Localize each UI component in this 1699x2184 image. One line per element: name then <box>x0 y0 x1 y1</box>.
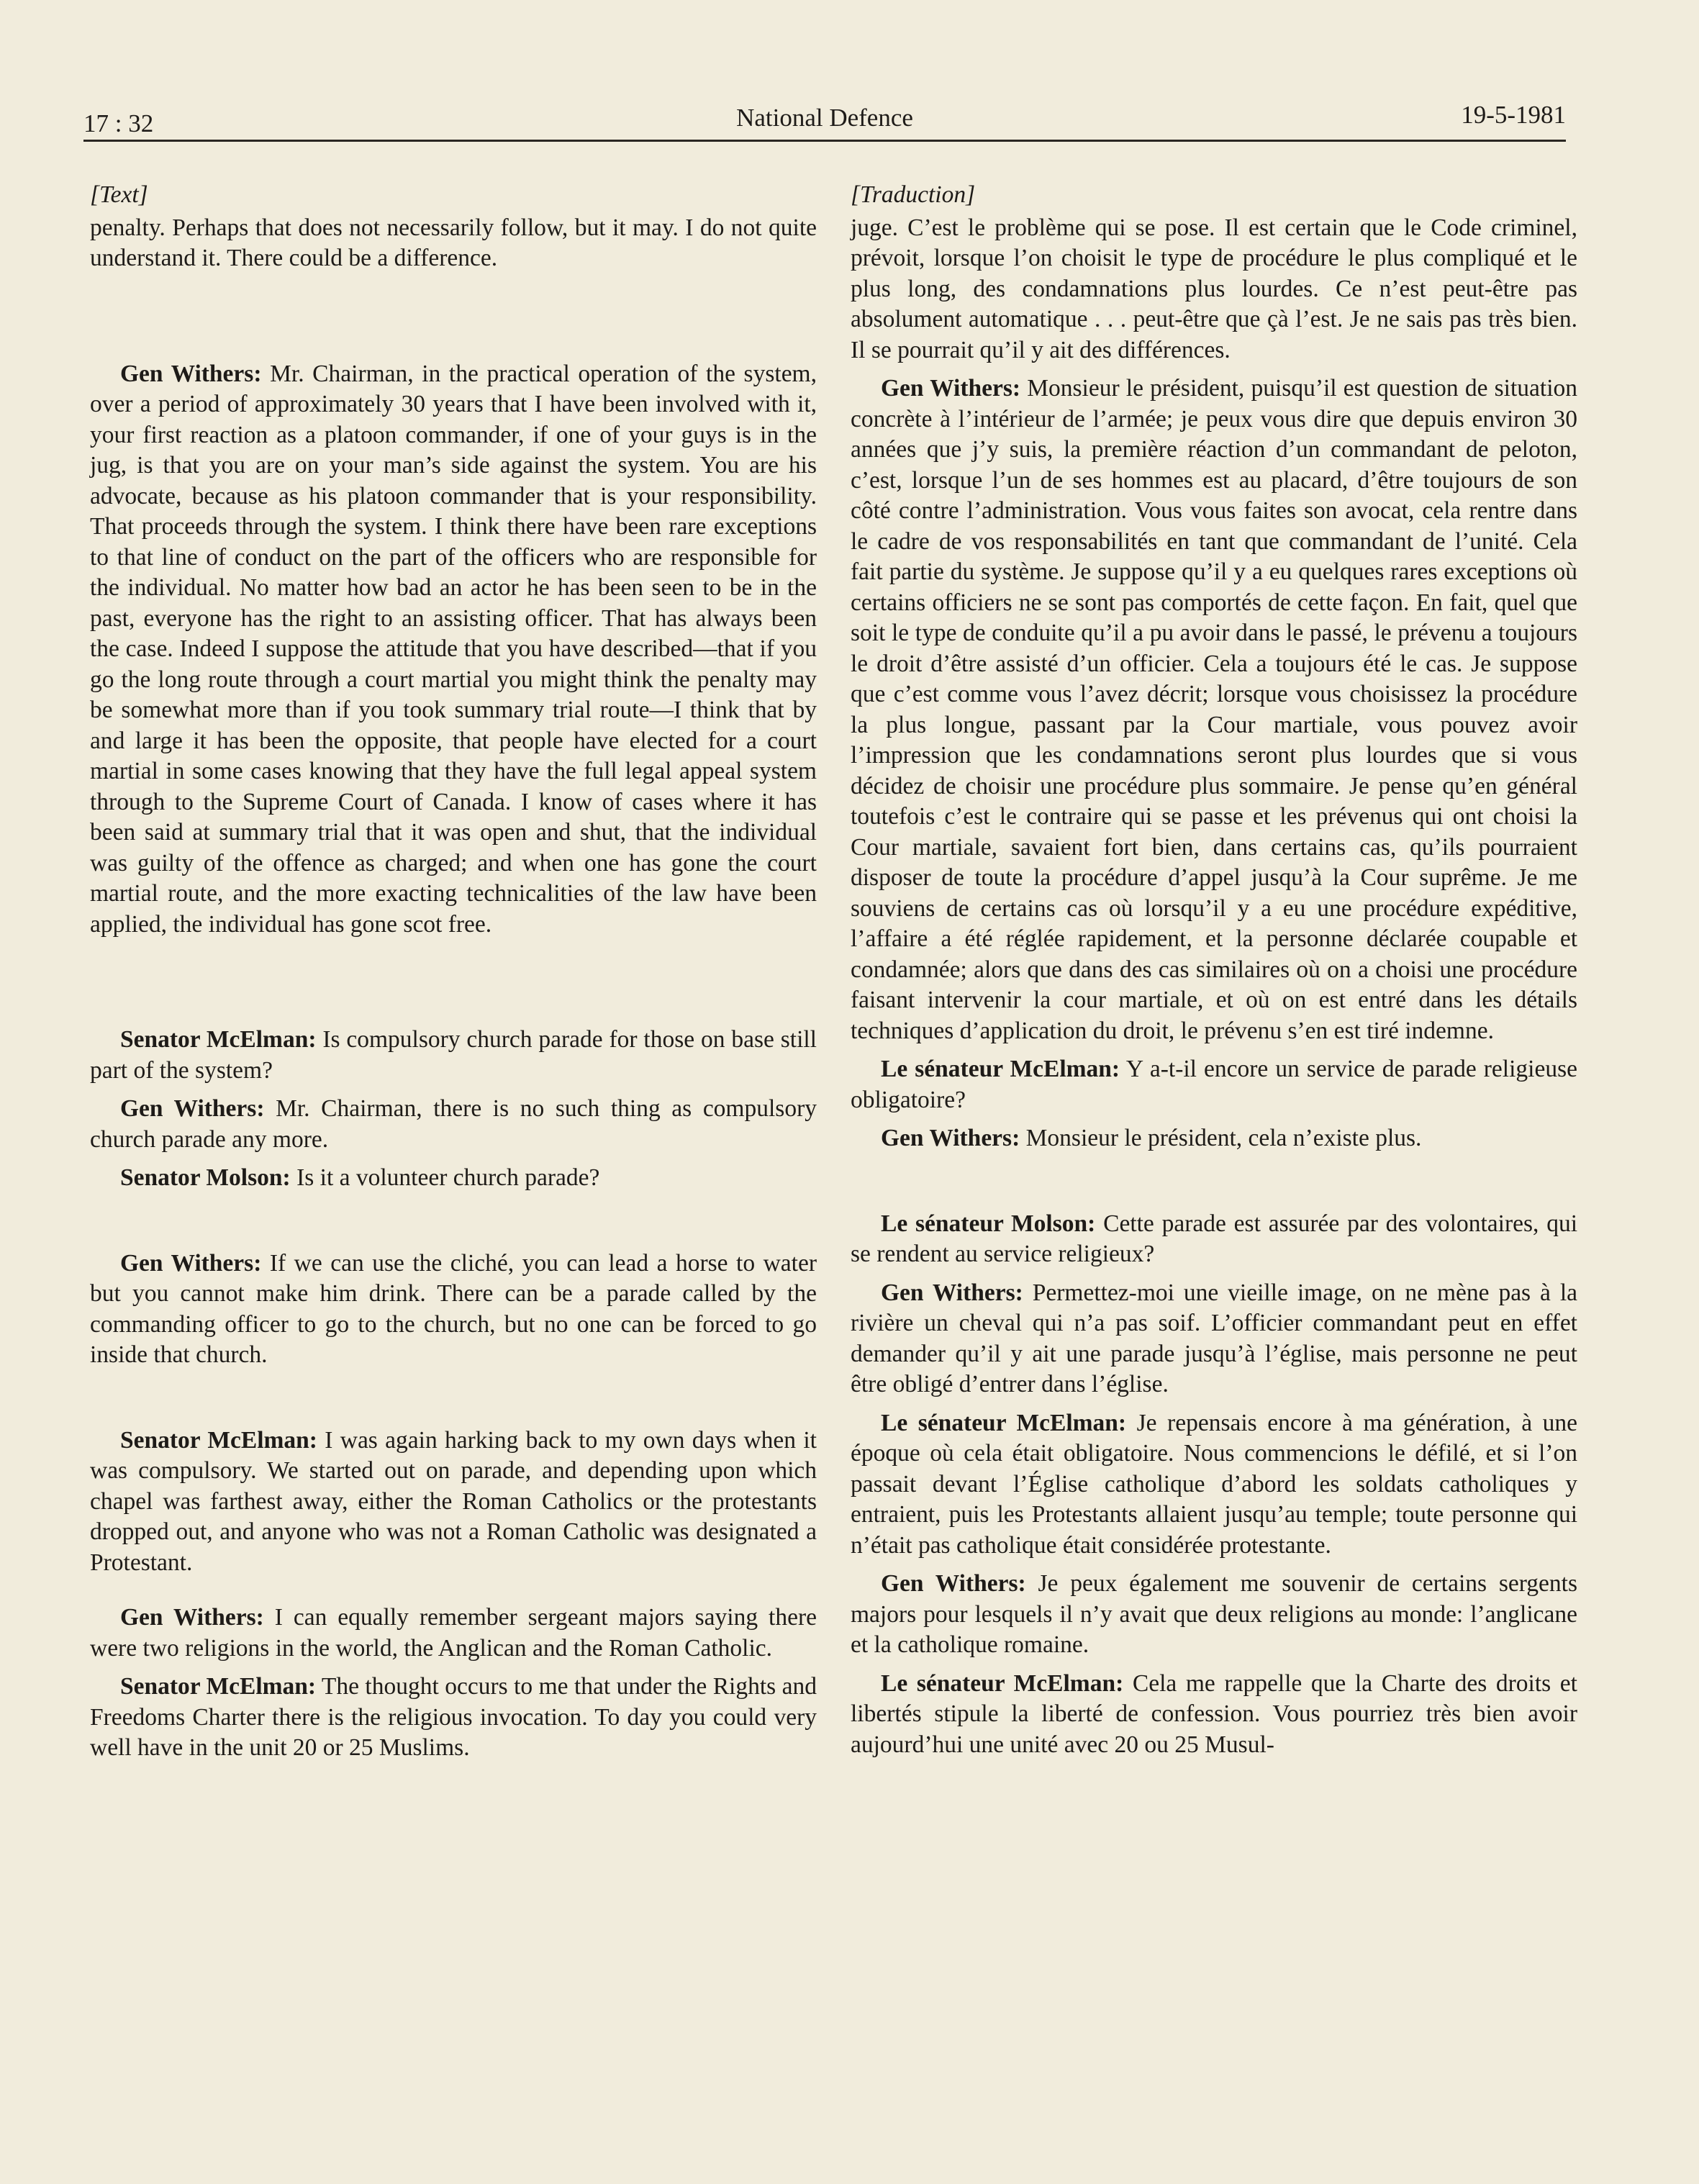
speaker-name: Gen Withers: <box>120 1604 264 1631</box>
paragraph-text: If we can use the cliché, you can lead a horse to water but you cannot make him drink. There can be a parade called by the commanding officer to go to the church, but no one can be forced to go inside that church. <box>90 1249 817 1368</box>
paragraph-text: Y a-t-il encore un service de parade religieuse obligatoire? <box>851 1056 1577 1113</box>
paragraph <box>90 1603 817 1664</box>
paragraph <box>90 213 817 274</box>
traduction-label: [Traduction] <box>851 181 976 208</box>
paragraph <box>851 1054 1577 1115</box>
paragraph <box>851 1123 1577 1154</box>
speaker-name: Le sénateur Molson: <box>881 1210 1096 1237</box>
paragraph <box>90 359 817 941</box>
page-header <box>83 101 1566 137</box>
paragraph-text: I can equally remember sergeant majors saying there were two religions in the world, the Anglican and the Roman Catholic. <box>90 1604 817 1662</box>
paragraph <box>90 1163 817 1194</box>
paragraph <box>90 1426 817 1579</box>
paragraph-text: juge. C’est le problème qui se pose. Il est certain que le Code criminel, prévoit, lorsque l’on choisit le type de procédure le plus compliqué et le plus long, des condamnations plus lourdes. Ce n’est peut-être pas absolument automatique . . . peut-être que çà l’est. Je ne sais pas très bien. Il se pourrait qu’il y ait des différences. <box>851 214 1577 363</box>
paragraph <box>90 1249 817 1371</box>
paragraph-text: Permettez-moi une vieille image, on ne mène pas à la rivière un cheval qui n’a pas soif. L’officier commandant peut en effet demander qu’il y ait une parade jusqu’à l’église, mais personne ne peut être obligé d’entrer dans l’église. <box>851 1279 1578 1397</box>
paragraph <box>851 213 1577 366</box>
paragraph-text: Is compulsory church parade for those on base still part of the system? <box>90 1026 817 1084</box>
paragraph <box>851 1569 1577 1661</box>
speaker-name: Gen Withers: <box>120 1249 262 1277</box>
speaker-name: Gen Withers: <box>881 1570 1026 1597</box>
paragraph <box>90 1672 817 1764</box>
paragraph-text: penalty. Perhaps that does not necessarily follow, but it may. I do not quite understand it. There could be a difference. <box>90 214 817 271</box>
paragraph-text: Is it a volunteer church parade? <box>290 1164 600 1191</box>
paragraph <box>851 1278 1577 1400</box>
paragraph-text: Cela me rappelle que la Charte des droits et libertés stipule la liberté de confession. Vous pourriez très bien avoir aujourd’hui une unité avec 20 ou 25 Musul- <box>851 1669 1577 1758</box>
speaker-name: Gen Withers: <box>120 1095 265 1122</box>
french-column <box>851 180 1577 1760</box>
speaker-name: Senator McElman: <box>120 1026 317 1053</box>
paragraph <box>90 1094 817 1155</box>
paragraph-text: Cette parade est assurée par des volontaires, qui se rendent au service religieux? <box>851 1210 1577 1267</box>
publication-title: National Defence <box>736 104 913 132</box>
speaker-name: Senator McElman: <box>120 1426 317 1454</box>
speaker-name: Senator McElman: <box>120 1673 317 1700</box>
paragraph-text: Je peux également me souvenir de certains sergents majors pour lesquels il n’y avait que deux religions au monde: l’anglicane et la catholique romaine. <box>851 1570 1578 1658</box>
speaker-name: Gen Withers: <box>881 1279 1023 1306</box>
paragraph <box>90 1025 817 1086</box>
paragraph-text: Monsieur le président, puisqu’il est question de situation concrète à l’intérieur de l’armée; je peux vous dire que depuis environ 30 années que j’y suis, la première réaction d’un commandant de peloton, c’est, lorsque l’un de ses hommes est au placard, d’être toujours de son côté contre l’administration. Vous vous faites son avocat, cela rentre dans le cadre de vos responsabilités en tant que commandant de l’unité. Cela fait partie du système. Je suppose qu’il y a eu quelques rares exceptions où certains officiers ne se sont pas comportés de cette façon. En fait, quel que soit le type de conduite qu’il a pu avoir dans le passé, le prévenu a toujours le droit d’être assisté d’un officier. Cela a toujours été le cas. Je suppose que c’est comme vous l’avez décrit; lorsque vous choisissez la procédure la plus longue, passant par la Cour martiale, vous pouvez avoir l’impression que les condamnations seront plus lourdes que si vous décidez de choisir une procédure plus sommaire. Je pense qu’en général toutefois c’est le contraire qui se passe et les prévenus qui ont choisi la Cour martiale, savaient fort bien, dans certains cas, qu’ils pourraient disposer de toute la procédure d’appel jusqu’à la Cour suprême. Je me souviens de certains cas où lorsqu’il y a eu une procédure expéditive, l’affaire a été réglée rapidement, et la personne déclarée coupable et condamnée; alors que dans des cas similaires où on a choisi une procédure faisant intervenir la cour martiale, et où on est entré dans les détails techniques d’application du droit, le prévenu s’en est tiré indemne. <box>851 375 1577 1044</box>
speaker-name: Le sénateur McElman: <box>881 1056 1120 1082</box>
issue-date: 19-5-1981 <box>1461 101 1566 129</box>
speaker-name: Gen Withers: <box>881 1125 1020 1151</box>
text-label: [Text] <box>90 181 148 208</box>
paragraph <box>851 1209 1577 1270</box>
paragraph <box>851 1408 1577 1562</box>
paragraph <box>851 373 1577 1046</box>
paragraph-text: Mr. Chairman, there is no such thing as compulsory church parade any more. <box>90 1095 817 1153</box>
page-number: 17 : 32 <box>83 109 154 137</box>
paragraph <box>851 1669 1577 1761</box>
speaker-name: Le sénateur McElman: <box>881 1409 1127 1436</box>
speaker-name: Le sénateur McElman: <box>881 1669 1124 1697</box>
paragraph-text: Mr. Chairman, in the practical operation of the system, over a period of approximately 30 years that I have been involved with it, your first reaction as a platoon commander, if one of your guys is in the jug, is that you are on your man’s side against the system. You are his advocate, because as his platoon commander that is your responsibility. That proceeds through the system. I think there have been rare exceptions to that line of conduct on the part of the officers who are responsible for the individual. No matter how bad an actor he has been seen to be in the past, everyone has the right to an assisting officer. That has always been the case. Indeed I suppose the attitude that you have described—that if you go the long route through a court martial you might think the penalty may be somewhat more than if you took summary trial route—I think that by and large it has been the opposite, that people have elected for a court martial in some cases knowing that they have the full legal appeal system through to the Supreme Court of Canada. I know of cases where it has been said at summary trial that it was open and shut, that the individual was guilty of the offence as charged; and when one has gone the court martial route, and the more exacting technicalities of the law have been applied, the individual has gone scot free. <box>90 360 817 938</box>
speaker-name: Senator Molson: <box>120 1164 291 1191</box>
paragraph-text: Monsieur le président, cela n’existe plus. <box>1020 1125 1422 1151</box>
english-column <box>90 180 817 1764</box>
paragraph-text: I was again harking back to my own days when it was compulsory. We started out on parade, and depending upon which chapel was farthest away, either the Roman Catholics or the protestants dropped out, and anyone who was not a Roman Catholic was designated a Protestant. <box>90 1426 817 1576</box>
paragraph-text: The thought occurs to me that under the Rights and Freedoms Charter there is the religious invocation. To day you could very well have in the unit 20 or 25 Muslims. <box>90 1673 817 1761</box>
speaker-name: Gen Withers: <box>881 375 1021 402</box>
paragraph-text: Je repensais encore à ma génération, à une époque où cela était obligatoire. Nous commencions le défilé, et si l’on passait devant l’Église catholique d’abord les soldats catholiques y entraient, puis les Protestants allaient jusqu’au temple; toute personne qui n’était pas catholique était considérée protestante. <box>851 1409 1577 1559</box>
speaker-name: Gen Withers: <box>120 360 262 387</box>
header-rule <box>83 140 1566 142</box>
